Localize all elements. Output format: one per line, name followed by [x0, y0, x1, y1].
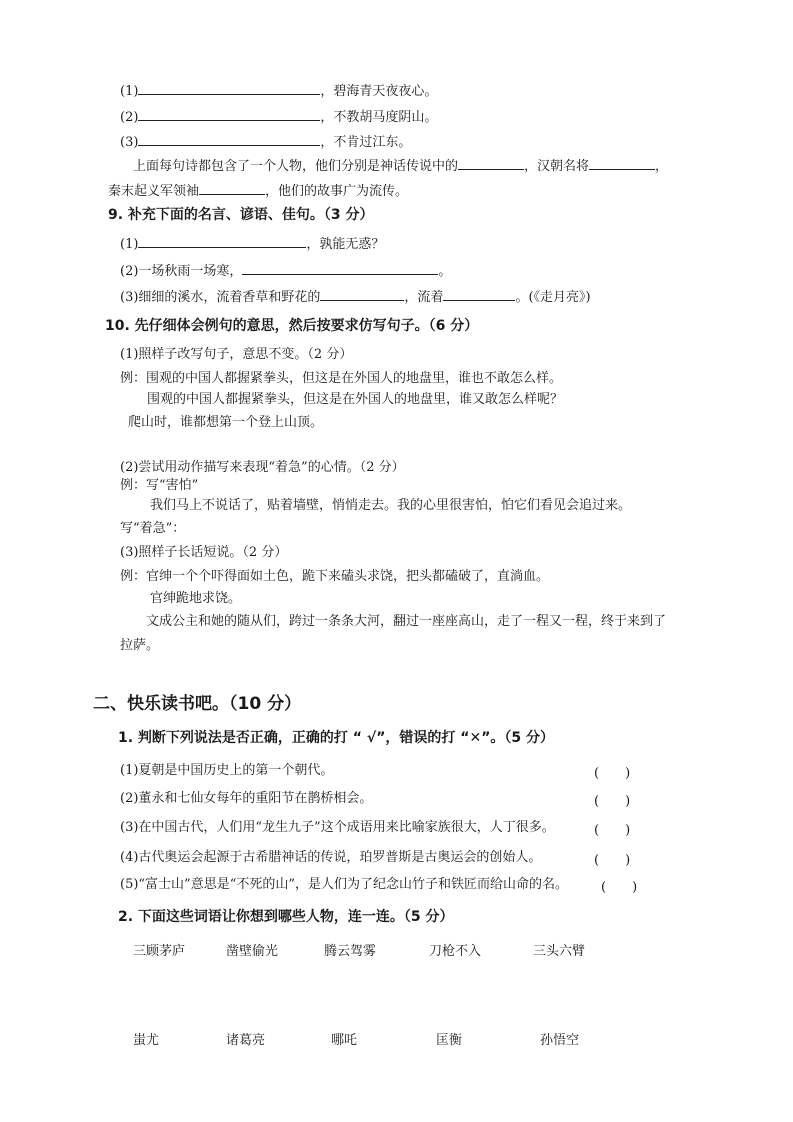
q9-line-2-end: 。: [438, 264, 452, 279]
q8-blank-1[interactable]: [138, 80, 320, 95]
q10-part-3: (3)照样子长话短说。（2 分）: [120, 545, 288, 560]
q9-line-3-mid: ，流着: [404, 290, 444, 305]
s2-q1-answer-5[interactable]: ( ): [601, 880, 638, 895]
match-bottom-5[interactable]: 孙悟空: [540, 1033, 580, 1048]
q9-line-2: [120, 260, 451, 281]
s2-q1-item-3: (3)在中国古代，人们用“龙生九子”这个成语用来比喻家族很大，人丁很多。: [120, 820, 555, 835]
s2-q1-answer-2[interactable]: ( ): [594, 794, 631, 809]
match-bottom-1[interactable]: 蚩尤: [133, 1033, 160, 1048]
q9-blank-2[interactable]: [242, 260, 438, 275]
q8-para-text-b: ，汉朝名将: [524, 159, 590, 174]
match-bottom-3[interactable]: 哪吒: [331, 1033, 358, 1048]
s2-q1-item-4: (4)古代奥运会起源于古希腊神话的传说，珀罗普斯是古奥运会的创始人。: [120, 850, 542, 865]
q8-line-2: [120, 106, 437, 127]
q8-blank-2[interactable]: [138, 106, 320, 121]
q8-para-line-2: [108, 180, 408, 201]
match-bottom-4[interactable]: 匡衡: [436, 1033, 463, 1048]
q10-task-1: 爬山时，谁都想第一个登上山顶。: [128, 415, 324, 430]
q9-line-3: [120, 286, 591, 307]
q10-task-3b: 拉萨。: [120, 638, 160, 653]
q8-para-text-e: ，他们的故事广为流传。: [265, 184, 409, 199]
q10-title: 10. 先仔细体会例句的意思，然后按要求仿写句子。（6 分）: [105, 318, 479, 334]
section-2-title: 二、快乐读书吧。（10 分）: [93, 694, 302, 714]
q10-example-1a: 例：围观的中国人都握紧拳头，但这是在外国人的地盘里，谁也不敢怎么样。: [120, 371, 563, 386]
q10-part-2: (2)尝试用动作描写来表现“着急”的心情。（2 分）: [120, 460, 405, 475]
q10-example-3b: 官绅跪地求饶。: [150, 591, 242, 606]
match-top-4[interactable]: 刀枪不入: [429, 944, 482, 959]
q9-blank-3b[interactable]: [443, 286, 515, 301]
q10-task-2: 写“着急”：: [120, 521, 186, 536]
match-top-2[interactable]: 凿壁偷光: [226, 944, 279, 959]
s2-q1-answer-1[interactable]: ( ): [594, 766, 631, 781]
q10-example-2b: 我们马上不说话了，贴着墙壁，悄悄走去。我的心里很害怕，怕它们看见会追过来。: [150, 498, 632, 513]
q9-line-3-end: 。(《走月亮》): [515, 290, 591, 305]
q8-line-1-number: (1): [120, 84, 139, 99]
q10-example-2a: 例：写“害怕”: [120, 478, 199, 493]
match-top-1[interactable]: 三顾茅庐: [133, 944, 186, 959]
q9-title: 9. 补充下面的名言、谚语、佳句。（3 分）: [108, 207, 374, 223]
match-top-5[interactable]: 三头六臂: [533, 944, 586, 959]
q8-para-text-d: 秦末起义军领袖: [108, 184, 200, 199]
q9-blank-3a[interactable]: [320, 286, 404, 301]
q8-line-3: [120, 131, 411, 152]
q8-line-2-text: ，不教胡马度阴山。: [320, 110, 438, 125]
q8-para-text-c: ，: [655, 159, 669, 174]
s2-q1-answer-4[interactable]: ( ): [594, 853, 631, 868]
q9-line-1-number: (1): [120, 237, 139, 252]
q8-para-line-1: [133, 155, 668, 176]
q8-blank-leader[interactable]: [199, 180, 265, 195]
q8-line-3-number: (3): [120, 135, 139, 150]
q10-example-1b: 围观的中国人都握紧拳头，但这是在外国人的地盘里，谁又敢怎么样呢？: [147, 392, 564, 407]
q8-blank-myth[interactable]: [458, 155, 524, 170]
s2-q1-answer-3[interactable]: ( ): [594, 823, 631, 838]
q8-blank-general[interactable]: [589, 155, 655, 170]
s2-q1-item-1: (1)夏朝是中国历史上的第一个朝代。: [120, 763, 334, 778]
q9-blank-1[interactable]: [138, 233, 306, 248]
match-bottom-2[interactable]: 诸葛亮: [226, 1033, 266, 1048]
match-top-3[interactable]: 腾云驾雾: [324, 944, 377, 959]
s2-q2-title: 2. 下面这些词语让你想到哪些人物，连一连。（5 分）: [118, 909, 454, 925]
s2-q1-title: 1. 判断下列说法是否正确，正确的打 “ √”，错误的打 “✕”。（5 分）: [118, 730, 555, 746]
q8-line-3-text: ，不肯过江东。: [320, 135, 412, 150]
q8-line-1-text: ，碧海青天夜夜心。: [320, 84, 438, 99]
s2-q1-item-2: (2)董永和七仙女每年的重阳节在鹊桥相会。: [120, 791, 373, 806]
q10-task-3a: 文成公主和她的随从们，跨过一条条大河，翻过一座座高山，走了一程又一程，终于来到了: [146, 614, 667, 629]
q10-part-1: (1)照样子改写句子，意思不变。（2 分）: [120, 347, 353, 362]
q8-line-2-number: (2): [120, 110, 139, 125]
q8-blank-3[interactable]: [138, 131, 320, 146]
q9-line-2-text: (2)一场秋雨一场寒，: [120, 264, 243, 279]
q9-line-3-text: (3)细细的溪水，流着香草和野花的: [120, 290, 321, 305]
q9-line-1: [120, 233, 384, 254]
q10-example-3a: 例：官绅一个个吓得面如土色，跪下来磕头求饶，把头都磕破了，直淌血。: [120, 569, 550, 584]
q8-para-text-a: 上面每句诗都包含了一个人物，他们分别是神话传说中的: [133, 159, 459, 174]
s2-q1-item-5: (5)“富士山”意思是“不死的山”，是人们为了纪念山竹子和铁匠而给山命的名。: [120, 877, 568, 892]
q9-line-1-text: ，孰能无惑？: [306, 237, 385, 252]
q8-line-1: [120, 80, 437, 101]
